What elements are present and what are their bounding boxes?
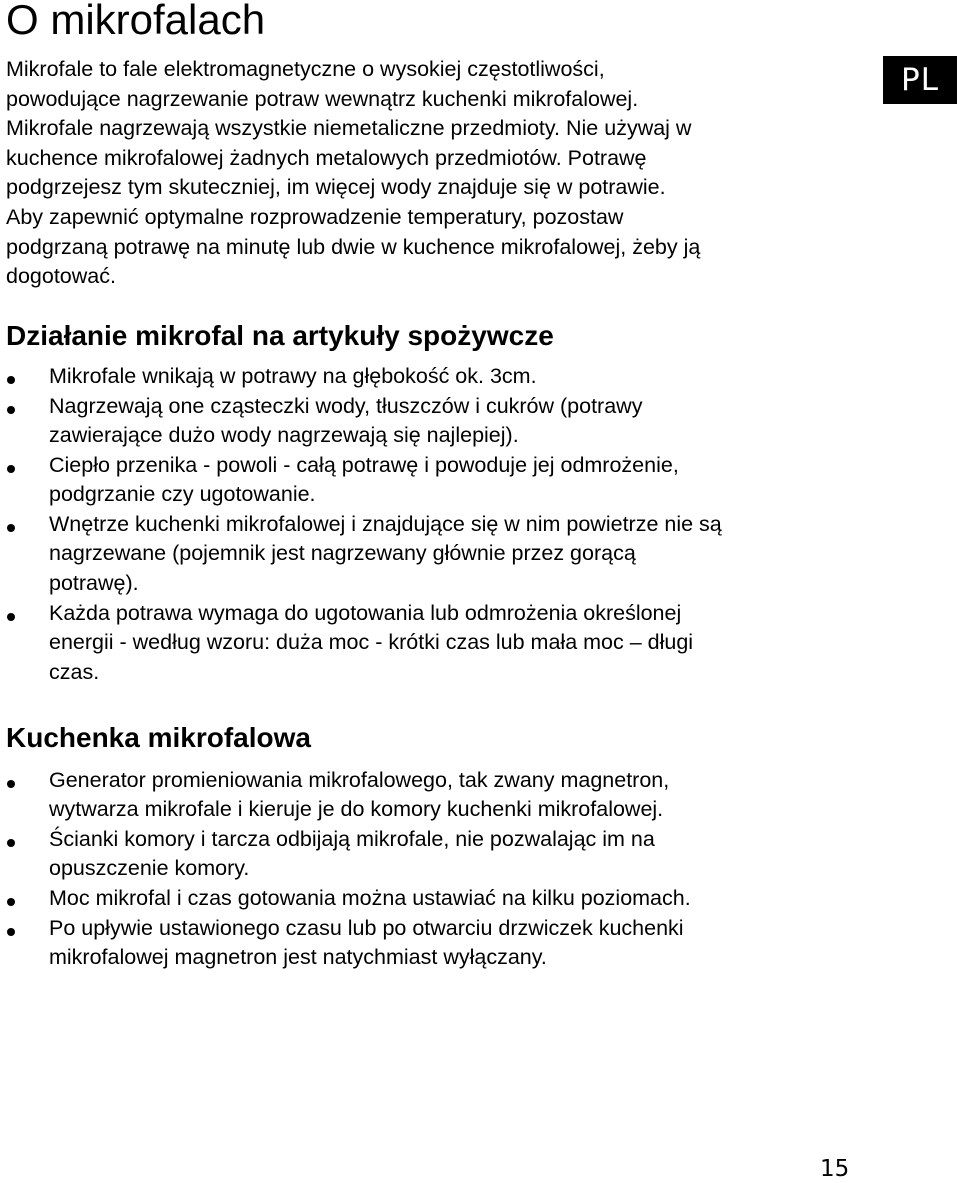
intro-line: Mikrofale nagrzewają wszystkie niemetaliczne przedmioty. Nie używaj w (6, 116, 692, 141)
list-item-line: mikrofalowej magnetron jest natychmiast wyłączany. (49, 945, 547, 970)
bullet-icon (7, 406, 15, 414)
list-item-line: czas. (49, 659, 100, 684)
page-number: 15 (820, 1156, 850, 1182)
list-item-text (49, 599, 693, 687)
page-title: O mikrofalach (6, 0, 266, 43)
list-item-line: Moc mikrofal i czas gotowania można ustawiać na kilku poziomach. (49, 886, 691, 910)
list-item-line: Generator promieniowania mikrofalowego, tak zwany magnetron, (49, 768, 670, 792)
bullet-icon (7, 898, 15, 906)
intro-line: podgrzejesz tym skuteczniej, im więcej wody znajduje się w potrawie. (6, 175, 666, 200)
list-item-line: Ciepło przenika - powoli - całą potrawę i powoduje jej odmrożenie, (49, 453, 679, 477)
list-item-text (49, 825, 655, 884)
list-item-line: nagrzewane (pojemnik jest nagrzewany głównie przez gorącą (49, 541, 636, 566)
bullet-icon (7, 839, 15, 847)
bullet-icon (7, 613, 15, 621)
bullet-icon (7, 524, 15, 532)
bullet-icon (7, 465, 15, 473)
intro-line: dogotować. (6, 264, 116, 289)
intro-line: powodujące nagrzewanie potraw wewnątrz kuchenki mikrofalowej. (6, 86, 639, 111)
intro-line: podgrzaną potrawę na minutę lub dwie w kuchence mikrofalowej, żeby ją (6, 234, 701, 259)
list-item-line: potrawę). (49, 570, 139, 595)
list-item-text (49, 510, 722, 598)
bullet-icon (7, 780, 15, 788)
list-item-line: Ścianki komory i tarcza odbijają mikrofale, nie pozwalając im na (49, 827, 655, 851)
section-heading-food-effects: Działanie mikrofal na artykuły spożywcze (6, 320, 554, 351)
list-item-line: zawierające dużo wody nagrzewają się najlepiej). (49, 423, 519, 448)
list-item-line: energii - według wzoru: duża moc - krótki czas lub mała moc – długi (49, 630, 694, 655)
list-item-line: Mikrofale wnikają w potrawy na głębokość ok. 3cm. (49, 364, 537, 388)
list-item-text (49, 451, 679, 510)
list-item-text (49, 392, 642, 451)
intro-line: Aby zapewnić optymalne rozprowadzenie temperatury, pozostaw (6, 204, 624, 229)
section-heading-microwave-oven: Kuchenka mikrofalowa (6, 722, 311, 753)
language-badge: PL (883, 56, 957, 104)
bullet-icon (7, 376, 15, 384)
list-item-line: Po upływie ustawionego czasu lub po otwarciu drzwiczek kuchenki (49, 916, 684, 940)
bullet-icon (7, 928, 15, 936)
list-item-line: opuszczenie komory. (49, 856, 250, 881)
list-item-line: Nagrzewają one cząsteczki wody, tłuszczów i cukrów (potrawy (49, 394, 643, 418)
list-item-text (49, 914, 684, 973)
list-item-line: podgrzanie czy ugotowanie. (49, 482, 316, 507)
list-item-text (49, 884, 691, 913)
list-item-line: wytwarza mikrofale i kieruje je do komory kuchenki mikrofalowej. (49, 797, 664, 822)
list-item-text (49, 362, 537, 391)
list-item-line: Każda potrawa wymaga do ugotowania lub odmrożenia określonej (49, 601, 682, 625)
intro-paragraph (6, 55, 866, 292)
intro-line: Mikrofale to fale elektromagnetyczne o wysokiej częstotliwości, (6, 57, 605, 81)
intro-line: kuchence mikrofalowej żadnych metalowych przedmiotów. Potrawę (6, 145, 647, 170)
list-item-line: Wnętrze kuchenki mikrofalowej i znajdujące się w nim powietrze nie są (49, 512, 722, 536)
list-item-text (49, 766, 669, 825)
